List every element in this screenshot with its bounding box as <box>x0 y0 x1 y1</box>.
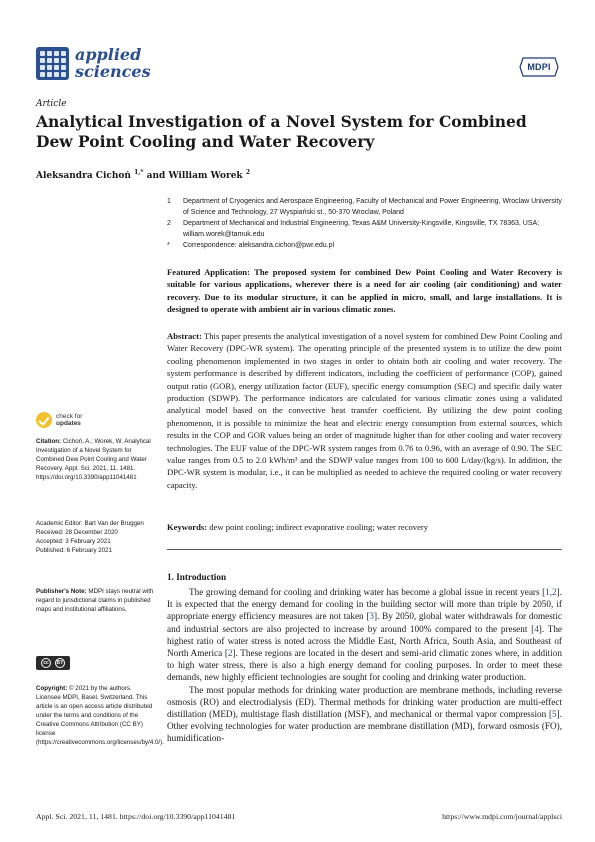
affiliation-item: * Correspondence: aleksandra.cichon@pwr.edu.pl <box>167 242 335 249</box>
publisher-name: MDPI <box>527 62 551 72</box>
featured-application <box>167 266 562 316</box>
check-for-updates-button[interactable] <box>36 412 82 428</box>
pubnote-label: Publisher's Note: <box>36 588 87 595</box>
copyright <box>36 684 164 747</box>
author-conjunction: and <box>146 171 166 181</box>
by-icon: BY <box>56 660 64 666</box>
citation <box>36 437 158 482</box>
section-divider <box>167 549 562 550</box>
received-date: Received: 28 December 2020 <box>36 529 118 536</box>
page-footer <box>36 812 562 821</box>
citation-label: Citation: <box>36 438 62 445</box>
affiliations <box>167 196 562 251</box>
keywords-text: dew point cooling; indirect evaporative cooling; water recovery <box>207 522 429 532</box>
author-2[interactable]: William Worek <box>168 171 243 181</box>
accepted-date: Accepted: 3 February 2021 <box>36 538 111 545</box>
journal-logo-icon <box>36 47 69 80</box>
author-2-sup: 2 <box>245 169 250 176</box>
introduction-body <box>167 586 562 745</box>
published-date: Published: 6 February 2021 <box>36 547 113 554</box>
reference-link[interactable]: 4 <box>534 623 539 634</box>
section-heading: 1. Introduction <box>167 572 227 582</box>
reference-link[interactable]: 1,2 <box>545 587 557 597</box>
journal-name-line1: applied <box>75 45 142 64</box>
check-line1: check for <box>56 413 83 420</box>
article-type: Article <box>36 99 67 109</box>
footer-journal-url[interactable]: https://www.mdpi.com/journal/applsci <box>442 812 562 821</box>
author-1[interactable]: Aleksandra Cichoń <box>36 171 131 181</box>
paragraph: The growing demand for cooling and drinking water has become a global issue in recent years [1,2]. It is expected that the energy demand for cooling in the building sector will more than triple by 2050, if appropriate energy efficiency measures are not taken [3]. By 2050, global water withdrawals for domestic and industrial sectors are also projected to increase by around 100% compared to the present [4]. The highest ratio of water stress is noted across the Middle East, North Africa, South Asia, and Southeast of North America [2]. These regions are located in the desert and semi-arid climatic zones where, in addition to high water stress, there is also a high energy demand for cooling purposes. In order to meet these demands, new highly efficient technologies are sought for cooling and drinking water production. <box>167 587 563 683</box>
keywords <box>167 521 562 533</box>
abstract-label: Abstract: <box>167 331 202 341</box>
copyright-text: © 2021 by the authors. Licensee MDPI, Basel, Switzerland. This article is an open access article distributed under the terms and conditions of the Creative Commons Attribution (CC BY) license (https://creativecommons.org/licenses/by/4.0/). <box>36 685 164 746</box>
keywords-label: Keywords: <box>167 522 208 532</box>
check-line2: updates <box>56 420 81 427</box>
featured-text: The proposed system for combined Dew Point Cooling and Water Recovery is suitable for various applications, wherever there is a need for air cooling (air conditioning) and water recovery. Due to its modular structure, it can be applied in micro, small, and large installations. It is designed to operate with ambient air in various climatic zones. <box>167 267 562 315</box>
publisher-note <box>36 587 158 614</box>
affiliation-item: 2 Department of Mechanical and Industrial Engineering, Texas A&M University-Kingsville, Kingsville, TX 78363, USA; william.worek@tamuk.edu <box>167 220 540 238</box>
footer-citation[interactable]: Appl. Sci. 2021, 11, 1481. https://doi.org/10.3390/app11041481 <box>36 812 236 821</box>
publication-dates <box>36 519 158 555</box>
reference-link[interactable]: 2 <box>227 648 233 659</box>
publisher-logo <box>519 57 559 77</box>
academic-editor: Academic Editor: Bart Van der Bruggen <box>36 520 144 527</box>
abstract <box>167 330 562 491</box>
featured-label: Featured Application: <box>167 267 250 277</box>
paragraph: The most popular methods for drinking water production are membrane methods, including reverse osmosis (RO) and electrodialysis (ED). Thermal methods for drinking water production are multi-effect distillation (MED), multistage flash distillation (MSF), and mechanical or thermal vapor compression [5]. Other evolving technologies for water production are membrane distillation (MD), forward osmosis (FO), humidification- <box>167 684 562 744</box>
citation-text: Cichoń, A.; Worek, W. Analytical Investigation of a Novel System for Combined Dew Point Cooling and Water Recovery. Appl. Sci. 2021, 11, 1481. https://doi.org/10.3390/app11041481 <box>36 438 151 481</box>
cc-by-license-icon[interactable] <box>36 656 70 670</box>
author-list <box>36 169 250 181</box>
journal-logo <box>36 41 156 85</box>
pubnote-text: MDPI stays neutral with regard to jurisdictional claims in published maps and institutional affiliations. <box>36 588 154 613</box>
copyright-label: Copyright: <box>36 685 68 692</box>
reference-link[interactable]: 3 <box>369 611 374 622</box>
author-1-sup: 1,* <box>134 169 144 176</box>
cc-icon: cc <box>41 658 51 668</box>
abstract-text: This paper presents the analytical investigation of a novel system for combined Dew Point Cooling and Water Recovery (DPC-WR system). The operating principle of the presented system is to utilize the dew point cooling phenomenon implemented in two stages in order to obtain both air cooling and water recovery. The system performance is described by different indicators, including the coefficient of performance (COP), gained output ratio (GOR), energy utilization factor (EUF), specific energy consumption (SEC) and specific daily water production (SDWP). The performance indicators are calculated for various climatic zones using a validated analytical model based on the convective heat transfer coefficient. By utilizing the dew point cooling phenomenon, it is possible to minimize the heat and electric energy consumption from external sources, which results in the COP and GOR values being an order of magnitude higher than for other cooling and water recovery technologies. The EUF value of the DPC-WR system ranges from 0.76 to 0.96, with an average of 0.90. The SEC value ranges from 0.5 to 2.0 kWh/m³ and the SDWP value ranges from 100 to 600 L/day/(kg/s). In addition, the DPC-WR system is modular, i.e., it can be multiplied as needed to achieve the required cooling or water recovery capacity. <box>167 331 562 490</box>
journal-name-line2: sciences <box>75 62 151 81</box>
page-title: Analytical Investigation of a Novel System for Combined Dew Point Cooling and Water Recovery <box>36 112 527 151</box>
check-icon <box>36 412 52 428</box>
reference-link[interactable]: 5 <box>552 709 557 720</box>
affiliation-item: 1 Department of Cryogenics and Aerospace Engineering, Faculty of Mechanical and Power Engineering, Wroclaw University of Science and Technology, 27 Wyspiański st., 50-370 Wroclaw, Poland <box>167 198 562 216</box>
